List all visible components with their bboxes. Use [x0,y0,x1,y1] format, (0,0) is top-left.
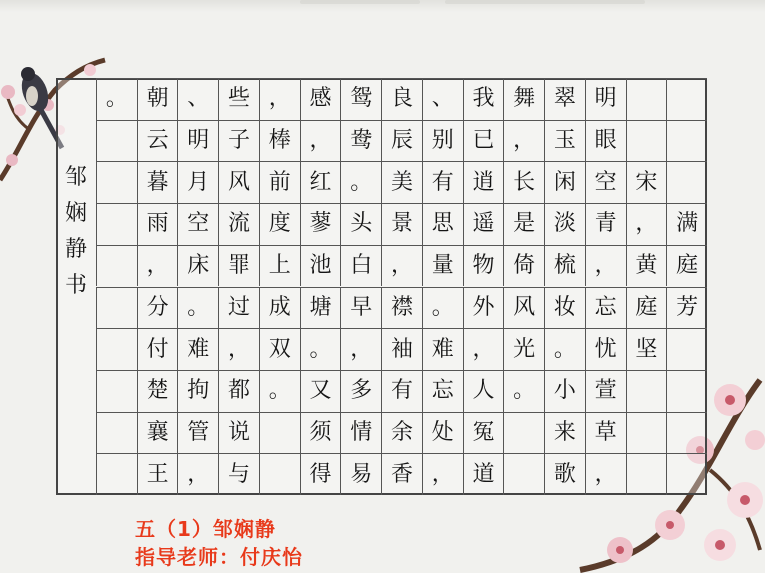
grid-cell: 度 [259,203,300,245]
grid-cell: 忘 [422,370,463,412]
grid-cell: 良 [381,78,422,120]
grid-cell: 。 [96,78,137,120]
grid-cell: 感 [300,78,341,120]
grid-cell [96,245,137,287]
grid-cell: 风 [218,161,259,203]
grid-cell: 风 [503,287,544,329]
grid-cell: ， [177,453,218,495]
grid-cell: ， [300,120,341,162]
grid-cell: 襟 [381,287,422,329]
grid-cell: ， [340,328,381,370]
grid-cell: 光 [503,328,544,370]
grid-cell: 。 [544,328,585,370]
grid-cell: 红 [300,161,341,203]
grid-cell: ， [585,245,626,287]
grid-cell: ， [422,453,463,495]
grid-cell: ， [585,453,626,495]
grid-cell: 处 [422,412,463,454]
grid-cell: 朝 [137,78,178,120]
grid-cell: 道 [463,453,504,495]
grid-cell: 双 [259,328,300,370]
grid-cell: 思 [422,203,463,245]
grid-cell: 忘 [585,287,626,329]
grid-cell: 得 [300,453,341,495]
grid-cell: 玉 [544,120,585,162]
grid-cell [666,453,707,495]
grid-cell [626,370,667,412]
grid-cell: 王 [137,453,178,495]
grid-cell: 塘 [300,287,341,329]
grid-cell: 。 [503,370,544,412]
grid-cell: ， [381,245,422,287]
grid-cell: 情 [340,412,381,454]
grid-cell: 我 [463,78,504,120]
grid-cell: 明 [177,120,218,162]
grid-cell: 青 [585,203,626,245]
grid-cell: ， [259,78,300,120]
grid-cell: 、 [177,78,218,120]
grid-cell: 襄 [137,412,178,454]
grid-cell [626,120,667,162]
grid-cell [666,78,707,120]
grid-cell [96,120,137,162]
grid-cell: ， [218,328,259,370]
grid-cell: 歌 [544,453,585,495]
grid-cell [259,453,300,495]
grid-cell: 冤 [463,412,504,454]
grid-cell: 外 [463,287,504,329]
grid-cell: 小 [544,370,585,412]
grid-cell: 楚 [137,370,178,412]
grid-cell [96,161,137,203]
grid-cell: 梳 [544,245,585,287]
top-faint-mark [445,0,645,4]
grid-cell: 长 [503,161,544,203]
grid-cell [503,453,544,495]
grid-cell: 人 [463,370,504,412]
grid-cell: 物 [463,245,504,287]
grid-cell: 流 [218,203,259,245]
grid-cell [666,120,707,162]
grid-cell: 管 [177,412,218,454]
grid-cell [96,370,137,412]
grid-cell: 有 [422,161,463,203]
grid-cell: 黄 [626,245,667,287]
grid-cell: 宋 [626,161,667,203]
teacher-caption: 指导老师：付庆怡 [135,545,303,569]
grid-cell [626,412,667,454]
grid-cell: 雨 [137,203,178,245]
grid-cell: 难 [177,328,218,370]
grid-cell: 分 [137,287,178,329]
grid-cell: 。 [340,161,381,203]
grid-cell: 上 [259,245,300,287]
grid-cell: 倚 [503,245,544,287]
grid-cell: 翠 [544,78,585,120]
grid-cell: 、 [422,78,463,120]
grid-cell: ， [503,120,544,162]
grid-cell: 舞 [503,78,544,120]
grid-cell: 棒 [259,120,300,162]
grid-cell: 淡 [544,203,585,245]
grid-cell: ， [626,203,667,245]
grid-cell: 付 [137,328,178,370]
grid-cell [666,412,707,454]
grid-cell: 暮 [137,161,178,203]
grid-cell: 满 [666,203,707,245]
grid-cell: 坚 [626,328,667,370]
grid-cell: 池 [300,245,341,287]
grid-cell: 又 [300,370,341,412]
grid-cell [503,412,544,454]
grid-cell: 头 [340,203,381,245]
grid-cell: 空 [177,203,218,245]
grid-cell: 月 [177,161,218,203]
grid-cell: 逍 [463,161,504,203]
grid-cell: 遥 [463,203,504,245]
grid-cell: 庭 [626,287,667,329]
grid-cell: 辰 [381,120,422,162]
grid-cell: 白 [340,245,381,287]
author-char: 静 [64,237,87,262]
grid-cell: 闲 [544,161,585,203]
grid-cell: 来 [544,412,585,454]
grid-cell: 景 [381,203,422,245]
grid-cell: 拘 [177,370,218,412]
author-char: 娴 [64,201,87,226]
grid-cell: 前 [259,161,300,203]
grid-cell: 草 [585,412,626,454]
grid-cell [666,370,707,412]
grid-cell: 易 [340,453,381,495]
grid-cell: 罪 [218,245,259,287]
grid-cell: 蓼 [300,203,341,245]
grid-cell: 都 [218,370,259,412]
grid-cell: 难 [422,328,463,370]
grid-cell: 萱 [585,370,626,412]
grid-cell [666,161,707,203]
grid-cell: 。 [422,287,463,329]
grid-cell: 子 [218,120,259,162]
grid-cell: 早 [340,287,381,329]
grid-cell: 过 [218,287,259,329]
grid-cell: 云 [137,120,178,162]
grid-cell: 是 [503,203,544,245]
author-char: 邹 [64,165,87,190]
top-faint-mark [300,0,420,4]
grid-cell: 余 [381,412,422,454]
grid-cell: 鸯 [340,120,381,162]
student-caption: 五（1）邹娴静 [135,517,276,541]
grid-cell [666,328,707,370]
grid-cell: 些 [218,78,259,120]
grid-cell: 量 [422,245,463,287]
grid-cell [626,78,667,120]
grid-cell [96,203,137,245]
grid-cell [96,453,137,495]
grid-cell: 空 [585,161,626,203]
grid-cell [96,287,137,329]
grid-cell [626,453,667,495]
grid-cell: 芳 [666,287,707,329]
grid-cell: 香 [381,453,422,495]
grid-cell [96,328,137,370]
grid-cell: ， [463,328,504,370]
grid-cell: 。 [300,328,341,370]
grid-cell: 多 [340,370,381,412]
grid-cell: 忧 [585,328,626,370]
grid-cell: 已 [463,120,504,162]
grid-cell: 。 [259,370,300,412]
grid-cell: 须 [300,412,341,454]
grid-cell: 眼 [585,120,626,162]
author-signature [58,160,94,304]
grid-cell: 。 [177,287,218,329]
grid-cell: 说 [218,412,259,454]
grid-cell: 美 [381,161,422,203]
grid-cell: 明 [585,78,626,120]
grid-cell: 别 [422,120,463,162]
grid-cell: 床 [177,245,218,287]
grid-cell: 有 [381,370,422,412]
grid-cell: 妆 [544,287,585,329]
grid-cell: 袖 [381,328,422,370]
grid-cell: 成 [259,287,300,329]
grid-cell [259,412,300,454]
grid-cell: ， [137,245,178,287]
grid-cell [96,412,137,454]
grid-cell: 庭 [666,245,707,287]
grid-cell: 与 [218,453,259,495]
author-char: 书 [64,273,87,298]
grid-cell: 鸳 [340,78,381,120]
